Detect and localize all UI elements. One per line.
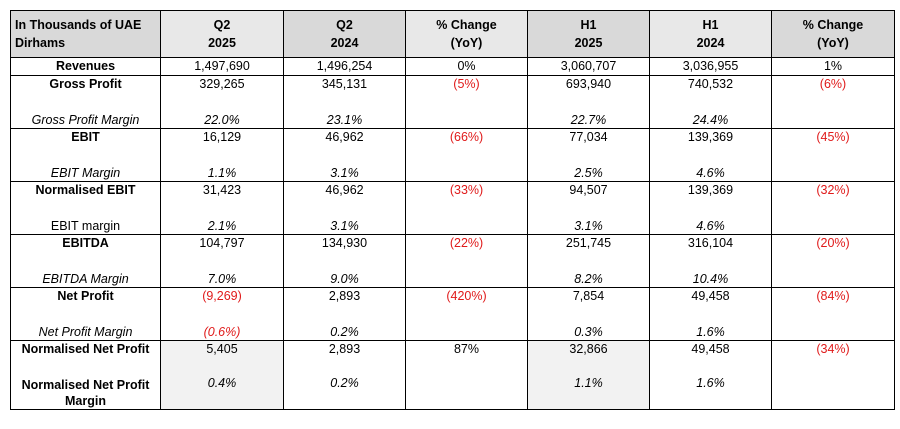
value: 94,507 (569, 183, 608, 197)
col-header-q2-change (406, 11, 528, 58)
value: 693,940 (565, 77, 612, 91)
value: 316,104 (687, 236, 734, 250)
value: 46,962 (325, 183, 364, 197)
cell-q2-change: (5%) (406, 76, 528, 129)
row-label: Revenues (11, 58, 161, 76)
value: 2,893 (328, 289, 361, 303)
row-label: Gross Profit (49, 77, 122, 91)
cell-h1-change: (32%) (772, 182, 895, 235)
margin-label: Net Profit Margin (38, 325, 133, 339)
value: 2,893 (328, 342, 361, 356)
row-label: EBITDA (62, 236, 109, 250)
margin-value: 0.3% (574, 325, 603, 339)
margin-value: 2.1% (207, 219, 237, 233)
row-label: Net Profit (57, 289, 114, 303)
cell-q2-change: (22%) (406, 235, 528, 288)
cell-q2-change: (33%) (406, 182, 528, 235)
margin-label: EBIT Margin (50, 166, 121, 180)
cell-h1-2025 (528, 288, 650, 341)
margin-value: 8.2% (574, 272, 603, 286)
cell-q2-2025 (161, 288, 284, 341)
value: 49,458 (691, 342, 730, 356)
corner-header (11, 11, 161, 58)
row-normalised-net-profit (11, 341, 895, 410)
value: 31,423 (202, 183, 242, 197)
row-net-profit (11, 288, 895, 341)
row-gross-profit (11, 76, 895, 129)
margin-value: 3.1% (330, 219, 359, 233)
cell-h1-change: (20%) (772, 235, 895, 288)
cell-q2-change: (66%) (406, 129, 528, 182)
margin-label: EBITDA Margin (42, 272, 129, 286)
financial-summary-table (10, 10, 895, 410)
value: 139,369 (687, 130, 734, 144)
cell-h1-change: (34%) (772, 341, 895, 410)
margin-value: 1.1% (574, 376, 603, 390)
col-header-q2-2025 (161, 11, 284, 58)
margin-value: 0.2% (330, 376, 359, 390)
row-label-cell (11, 182, 161, 235)
margin-value: 1.1% (207, 166, 237, 180)
cell-q2-2025: 1,497,690 (161, 58, 284, 76)
cell-q2-2024 (284, 235, 406, 288)
cell-q2-2024 (284, 182, 406, 235)
margin-label-line2: Margin (65, 394, 106, 408)
value: 49,458 (691, 289, 730, 303)
col-header-h1-change (772, 11, 895, 58)
row-label-cell (11, 129, 161, 182)
margin-value: 24.4% (692, 113, 729, 127)
col-header-h1-2025-line1: H1 (580, 18, 597, 32)
row-ebit (11, 129, 895, 182)
margin-value: 22.7% (570, 113, 607, 127)
margin-label: Gross Profit Margin (31, 113, 140, 127)
row-revenues (11, 58, 895, 76)
margin-value: 2.5% (574, 166, 603, 180)
cell-q2-2025 (161, 341, 284, 410)
margin-value: 4.6% (696, 219, 725, 233)
margin-value: 7.0% (207, 272, 237, 286)
col-header-q2-change-line1: % Change (436, 18, 497, 32)
value: 7,854 (572, 289, 605, 303)
col-header-q2-change-line2: (YoY) (450, 36, 483, 50)
col-header-h1-2025-line2: 2025 (574, 36, 603, 50)
cell-h1-2025 (528, 182, 650, 235)
margin-value: 1.6% (696, 325, 725, 339)
value: 740,532 (687, 77, 734, 91)
margin-value: 22.0% (204, 113, 240, 127)
cell-h1-2025: 3,060,707 (528, 58, 650, 76)
value: 251,745 (565, 236, 612, 250)
col-header-h1-2024-line2: 2024 (696, 36, 725, 50)
row-label-cell (11, 341, 161, 410)
cell-q2-2025 (161, 129, 284, 182)
col-header-h1-change-line1: % Change (802, 18, 864, 32)
cell-h1-2024 (650, 182, 772, 235)
row-label: Normalised Net Profit (21, 342, 150, 356)
value: 345,131 (321, 77, 368, 91)
cell-q2-change: 87% (406, 341, 528, 410)
margin-value: 4.6% (696, 166, 725, 180)
corner-label-line1: In Thousands of UAE (15, 18, 142, 32)
margin-value: 9.0% (330, 272, 359, 286)
cell-h1-2024 (650, 235, 772, 288)
col-header-q2-2025-line2: 2025 (208, 36, 236, 50)
cell-q2-2025 (161, 76, 284, 129)
cell-h1-2025 (528, 235, 650, 288)
margin-value: (0.6%) (203, 325, 241, 339)
cell-q2-2024 (284, 129, 406, 182)
cell-h1-2024: 3,036,955 (650, 58, 772, 76)
cell-h1-2025 (528, 76, 650, 129)
col-header-q2-2025-line1: Q2 (213, 18, 231, 32)
cell-h1-2024 (650, 288, 772, 341)
value: 139,369 (687, 183, 734, 197)
cell-h1-2024 (650, 129, 772, 182)
value: 77,034 (569, 130, 608, 144)
cell-q2-change: 0% (406, 58, 528, 76)
col-header-q2-2024 (284, 11, 406, 58)
row-label: Normalised EBIT (35, 183, 136, 197)
header-row (11, 11, 895, 58)
value: 5,405 (206, 342, 238, 356)
margin-value: 3.1% (574, 219, 603, 233)
cell-h1-change: (45%) (772, 129, 895, 182)
row-ebitda (11, 235, 895, 288)
margin-value: 1.6% (696, 376, 725, 390)
margin-value: 23.1% (326, 113, 363, 127)
cell-q2-2025 (161, 182, 284, 235)
cell-q2-change: (420%) (406, 288, 528, 341)
col-header-h1-2025 (528, 11, 650, 58)
cell-h1-change: 1% (772, 58, 895, 76)
row-normalised-ebit (11, 182, 895, 235)
margin-value: 10.4% (692, 272, 729, 286)
value: 134,930 (321, 236, 368, 250)
value: 16,129 (202, 130, 242, 144)
row-label-cell (11, 76, 161, 129)
col-header-q2-2024-line1: Q2 (336, 18, 353, 32)
cell-q2-2025 (161, 235, 284, 288)
cell-h1-change: (6%) (772, 76, 895, 129)
margin-label (15, 377, 156, 409)
margin-value: 0.2% (330, 325, 359, 339)
cell-h1-change: (84%) (772, 288, 895, 341)
cell-q2-2024 (284, 341, 406, 410)
cell-h1-2024 (650, 341, 772, 410)
col-header-h1-2024 (650, 11, 772, 58)
cell-q2-2024 (284, 288, 406, 341)
cell-q2-2024: 1,496,254 (284, 58, 406, 76)
value: (9,269) (202, 289, 242, 303)
col-header-q2-2024-line2: 2024 (330, 36, 359, 50)
margin-label: EBIT margin (50, 219, 121, 233)
value: 329,265 (199, 77, 245, 91)
row-label-cell (11, 288, 161, 341)
row-label: EBIT (71, 130, 100, 144)
margin-value: 0.4% (207, 376, 237, 390)
value: 46,962 (325, 130, 364, 144)
cell-h1-2025 (528, 129, 650, 182)
col-header-h1-change-line2: (YoY) (817, 36, 849, 50)
cell-q2-2024 (284, 76, 406, 129)
cell-h1-2024 (650, 76, 772, 129)
col-header-h1-2024-line1: H1 (702, 18, 719, 32)
cell-h1-2025 (528, 341, 650, 410)
corner-label-line2: Dirhams (15, 36, 66, 50)
value: 32,866 (569, 342, 608, 356)
value: 104,797 (199, 236, 245, 250)
row-label-cell (11, 235, 161, 288)
margin-value: 3.1% (330, 166, 359, 180)
margin-label-line1: Normalised Net Profit (21, 378, 150, 392)
